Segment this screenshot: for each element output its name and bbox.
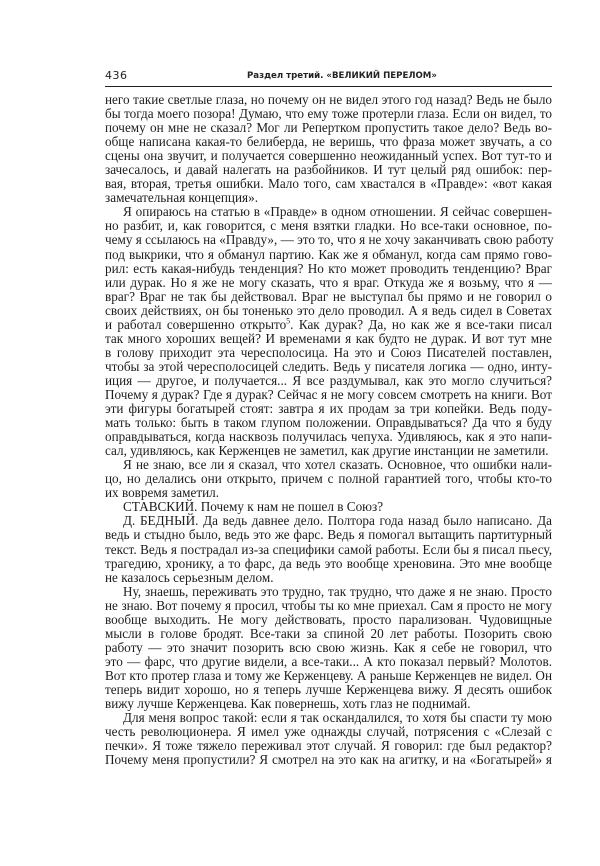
text-line: рил: есть какая-нибудь тенденция? Но кто может проводить тенденцию? Враг [105,260,552,276]
text-line: зачесалось, и давай налегать на разбойников. И тут целый ряд ошибок: пер- [105,162,552,178]
text-line: не казалось серьезным делом. [105,569,274,585]
text-line: печки». Я тоже тяжело переживал этот случай. Я говорил: где был редактор? [105,738,552,754]
paragraph-2 [105,205,552,458]
text-fragment: . Как дурак? Да, но как же я все-таки писал [290,316,552,332]
text-line: Для меня вопрос такой: если я так оскандалился, то хотя бы спасти ту мою [123,710,552,726]
section-title: Раздел третий. «ВЕЛИКИЙ ПЕРЕЛОМ» [247,71,437,81]
text-line: Почему я дурак? Где я дурак? Сейчас я не могу совсем смотреть на книги. Вот [105,386,552,402]
paragraph-stavsky [105,500,552,514]
running-head [105,66,552,87]
text-line: это — фарс, что другие видели, а все-таки... А кто показал первый? Молотов. [105,653,552,669]
text-line: теперь видит хорошо, но я теперь лучше Керженцева вижу. Я десять ошибок [105,681,552,697]
text-line: в голову приходит эта чересполосица. На это и Союз Писателей поставлен, [105,344,552,360]
text-line: бы тогда моего позора! Думаю, что ему тоже протерли глаза. Если он видел, то [105,106,552,122]
paragraph-1 [105,93,552,205]
text-line: работу — это значит позорить всю свою жизнь. Как я себе не говорил, что [105,639,552,655]
text-line: честь революционера. Я имел уже однажды случай, потрясения с «Слезай с [105,724,552,740]
text-line: так много хороших вещей? И временами я как будто не дурак. И вот тут мне [105,330,552,346]
text-line: сал, удивляюсь, как Керженцев не заметил, как другие инстанции не заметили. [105,443,549,459]
text-fragment: и работал совершенно открыто [105,316,287,332]
text-line: под выкрики, что я обманул партию. Как же я обманул, когда сам прямо гово- [105,246,552,262]
paragraph-6 [105,585,552,711]
text-line: трагедию, хронику, а то фарс, да ведь это вообще хреновина. Это мне вообще [105,555,552,571]
paragraph-7 [105,711,552,767]
text-line: Вот кто протер глаза и тому же Керженцеву. А раньше Керженцев не видел. Он [105,667,552,683]
text-line: мать только: быть в таком глупом положении. Оправдываться? Да что я буду [105,415,552,431]
text-line: или дурак. Но я же не могу сказать, что я враг. Откуда же я возьму, что я — [105,274,552,290]
text-line: Д. БЕДНЫЙ. Да ведь давнее дело. Полтора года назад было написано. Да [123,513,552,529]
text-line: сцены она звучит, и получается совершенно неожиданный успех. Вот тут-то и [105,148,552,164]
text-line: своих действиях, он бы тоненько это дело проводил. А я ведь сидел в Советах [105,302,552,318]
text-line: вижу лучше Керженцева. Как повернешь, хоть глаз не поднимай. [105,696,471,712]
text-line: почему он мне не сказал? Мог ли Репертком пропустить такое дело? Ведь во- [105,120,552,136]
body-text [105,93,552,767]
text-line: иция — другое, и получается... Я все раздумывал, как это могло случиться? [105,372,552,388]
text-line: него такие светлые глаза, но почему он не видел этого год назад? Ведь не было [105,92,552,107]
text-line: эти фигуры богатырей стоят: завтра я их продам за три копейки. Ведь поду- [105,401,552,417]
text-line: оправдываться, когда насквозь получилась чепуха. Удивляюсь, как я это напи- [105,429,552,445]
text-line: их вовремя заметил. [105,485,220,501]
text-line: текст. Ведь я пострадал из-за специфики самой работы. Если бы я писал пьесу, [105,541,552,557]
text-line: обще написана какая-то белиберда, не веришь, что фраза может звучать, а со [105,134,552,150]
text-line: СТАВСКИЙ. Почему к нам не пошел в Союз? [123,499,384,515]
text-line: замечательная концепция». [105,190,258,206]
text-line: мысли в голове бродят. Все-таки за спиной 20 лет работы. Позорить свою [105,625,552,641]
text-line: не знаю. Вот почему я просил, чтобы ты ко мне приехал. Сам я просто не могу [105,597,552,613]
book-page [105,66,552,767]
paragraph-bedny [105,514,552,584]
paragraph-3 [105,458,552,500]
text-line: Почему меня пропустили? Я смотрел на это как на агитку, и на «Богатырей» я [105,752,552,768]
page-number: 436 [105,69,128,82]
text-line: чтобы за этой чересполосицей следить. Ведь у писателя логика — одно, инту- [105,358,552,374]
text-line: вообще выходить. Не могу действовать, просто парализован. Чудовищные [105,611,552,627]
text-line-with-footnote [105,318,552,332]
text-line: Ну, знаешь, переживать это трудно, так трудно, что даже я не знаю. Просто [123,583,552,599]
text-line: но разбит, и, как говорится, с меня взятки гладки. Но все-таки основное, по- [105,218,552,234]
text-line: Я не знаю, все ли я сказал, что хотел сказать. Основное, что ошибки нали- [123,457,552,473]
text-line: цо, но делались они открыто, причем с полной гарантией того, чтобы кто-то [105,471,552,487]
footnote-mark[interactable]: 5 [286,316,291,326]
text-line: вая, вторая, третья ошибки. Мало того, сам хвастался в «Правде»: «вот какая [105,176,552,192]
text-line: ведь и стыдно было, ведь это же фарс. Ведь я помогал вытащить партитурный [105,527,552,543]
text-line: Я опираюсь на статью в «Правде» в одном отношении. Я сейчас совершен- [123,204,552,220]
text-line: чему я ссылаюсь на «Правду», — это то, что я не хочу заканчивать свою работу [105,232,554,248]
text-line: враг? Враг не так бы действовал. Враг не выступал бы прямо и не говорил о [105,288,552,304]
